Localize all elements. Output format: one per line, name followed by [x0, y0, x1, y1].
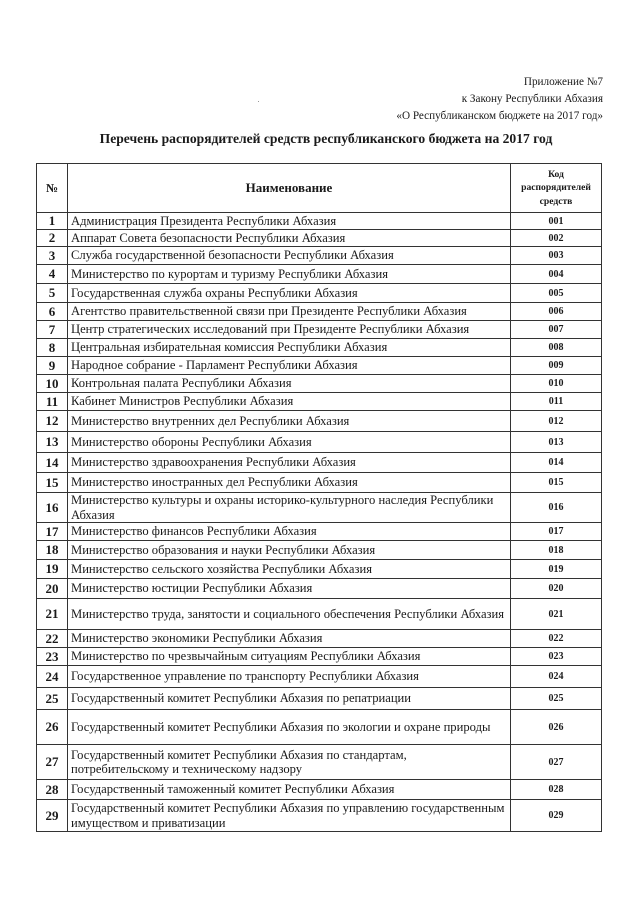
row-code: 003 — [511, 247, 602, 265]
row-name: Кабинет Министров Республики Абхазия — [68, 393, 511, 411]
row-code: 026 — [511, 710, 602, 745]
row-code: 004 — [511, 265, 602, 284]
row-number: 3 — [37, 247, 68, 265]
table-row — [37, 541, 602, 560]
table-row — [37, 560, 602, 579]
table-row — [37, 453, 602, 473]
row-code: 029 — [511, 800, 602, 832]
row-name: Государственный комитет Республики Абхазия по репатриации — [68, 688, 511, 710]
row-name: Министерство внутренних дел Республики Абхазия — [68, 411, 511, 432]
row-code: 028 — [511, 780, 602, 800]
table-row — [37, 599, 602, 630]
header-code-line: средств — [539, 195, 573, 207]
row-name: Министерство юстиции Республики Абхазия — [68, 579, 511, 599]
row-code: 024 — [511, 666, 602, 688]
table-row — [37, 745, 602, 780]
row-code: 008 — [511, 339, 602, 357]
row-number: 20 — [37, 579, 68, 599]
row-code: 025 — [511, 688, 602, 710]
row-code: 027 — [511, 745, 602, 780]
row-code: 002 — [511, 230, 602, 247]
row-number: 16 — [37, 493, 68, 523]
row-code: 014 — [511, 453, 602, 473]
row-number: 29 — [37, 800, 68, 832]
header-code-line: Код — [548, 168, 564, 180]
header-code — [511, 164, 602, 213]
row-number: 9 — [37, 357, 68, 375]
row-name: Государственный таможенный комитет Республики Абхазия — [68, 780, 511, 800]
row-number: 17 — [37, 523, 68, 541]
row-name: Министерство культуры и охраны историко-культурного наследия Республики Абхазия — [68, 493, 511, 523]
row-name: Министерство образования и науки Республики Абхазия — [68, 541, 511, 560]
row-number: 28 — [37, 780, 68, 800]
row-number: 7 — [37, 321, 68, 339]
table-row — [37, 579, 602, 599]
row-code: 011 — [511, 393, 602, 411]
row-number: 1 — [37, 213, 68, 230]
row-number: 14 — [37, 453, 68, 473]
table-row — [37, 800, 602, 832]
table-row — [37, 357, 602, 375]
row-number: 15 — [37, 473, 68, 493]
row-name: Служба государственной безопасности Республики Абхазия — [68, 247, 511, 265]
table-row — [37, 411, 602, 432]
scan-speck — [258, 101, 259, 102]
table-row — [37, 339, 602, 357]
table-row — [37, 213, 602, 230]
appendix-law-reference: к Закону Республики Абхазия — [461, 93, 603, 105]
row-number: 2 — [37, 230, 68, 247]
row-code: 015 — [511, 473, 602, 493]
row-number: 12 — [37, 411, 68, 432]
row-name: Государственный комитет Республики Абхазия по экологии и охране природы — [68, 710, 511, 745]
row-number: 25 — [37, 688, 68, 710]
row-number: 23 — [37, 648, 68, 666]
table-header-row — [37, 164, 602, 213]
table-row — [37, 247, 602, 265]
row-code: 016 — [511, 493, 602, 523]
row-name: Аппарат Совета безопасности Республики Абхазия — [68, 230, 511, 247]
row-name: Государственное управление по транспорту Республики Абхазия — [68, 666, 511, 688]
row-code: 001 — [511, 213, 602, 230]
row-code: 009 — [511, 357, 602, 375]
table-row — [37, 393, 602, 411]
row-number: 6 — [37, 303, 68, 321]
table-row — [37, 284, 602, 303]
row-code: 019 — [511, 560, 602, 579]
table-row — [37, 630, 602, 648]
table-row — [37, 265, 602, 284]
row-name: Министерство иностранных дел Республики Абхазия — [68, 473, 511, 493]
row-code: 013 — [511, 432, 602, 453]
appendix-number: Приложение №7 — [523, 76, 603, 88]
row-number: 8 — [37, 339, 68, 357]
row-code: 018 — [511, 541, 602, 560]
row-code: 005 — [511, 284, 602, 303]
row-code: 006 — [511, 303, 602, 321]
row-number: 11 — [37, 393, 68, 411]
row-number: 13 — [37, 432, 68, 453]
table-row — [37, 303, 602, 321]
header-name: Наименование — [68, 164, 511, 213]
budget-managers-table — [36, 163, 602, 832]
table-row — [37, 432, 602, 453]
row-code: 023 — [511, 648, 602, 666]
row-code: 007 — [511, 321, 602, 339]
row-name: Министерство здравоохранения Республики Абхазия — [68, 453, 511, 473]
table-row — [37, 473, 602, 493]
table-row — [37, 230, 602, 247]
row-name: Министерство финансов Республики Абхазия — [68, 523, 511, 541]
row-number: 10 — [37, 375, 68, 393]
row-name: Администрация Президента Республики Абхазия — [68, 213, 511, 230]
row-code: 021 — [511, 599, 602, 630]
row-name: Министерство обороны Республики Абхазия — [68, 432, 511, 453]
row-number: 24 — [37, 666, 68, 688]
table-row — [37, 710, 602, 745]
row-name: Агентство правительственной связи при Президенте Республики Абхазия — [68, 303, 511, 321]
row-code: 022 — [511, 630, 602, 648]
table-row — [37, 666, 602, 688]
row-name: Министерство по курортам и туризму Республики Абхазия — [68, 265, 511, 284]
header-number: № — [37, 164, 68, 213]
row-number: 19 — [37, 560, 68, 579]
row-number: 4 — [37, 265, 68, 284]
appendix-law-title: «О Республиканском бюджете на 2017 год» — [396, 110, 603, 122]
table-row — [37, 780, 602, 800]
table-row — [37, 648, 602, 666]
row-name: Контрольная палата Республики Абхазия — [68, 375, 511, 393]
row-name: Государственная служба охраны Республики Абхазия — [68, 284, 511, 303]
table-row — [37, 321, 602, 339]
row-number: 21 — [37, 599, 68, 630]
row-name: Государственный комитет Республики Абхазия по стандартам, потребительскому и техническому надзору — [68, 745, 511, 780]
row-name: Министерство сельского хозяйства Республики Абхазия — [68, 560, 511, 579]
row-name: Министерство труда, занятости и социального обеспечения Республики Абхазия — [68, 599, 511, 630]
row-number: 22 — [37, 630, 68, 648]
table-row — [37, 688, 602, 710]
table-row — [37, 375, 602, 393]
appendix-note — [396, 74, 603, 125]
page-title: Перечень распорядителей средств республиканского бюджета на 2017 год — [99, 131, 553, 146]
table-row — [37, 523, 602, 541]
row-number: 5 — [37, 284, 68, 303]
row-number: 27 — [37, 745, 68, 780]
row-name: Центральная избирательная комиссия Республики Абхазия — [68, 339, 511, 357]
row-name: Министерство по чрезвычайным ситуациям Республики Абхазия — [68, 648, 511, 666]
header-code-line: распорядителей — [521, 182, 591, 194]
row-name: Министерство экономики Республики Абхазия — [68, 630, 511, 648]
row-name: Народное собрание - Парламент Республики Абхазия — [68, 357, 511, 375]
row-name: Государственный комитет Республики Абхазия по управлению государственным имуществом и приватизации — [68, 800, 511, 832]
row-code: 012 — [511, 411, 602, 432]
table-row — [37, 493, 602, 523]
row-code: 010 — [511, 375, 602, 393]
row-code: 017 — [511, 523, 602, 541]
row-number: 26 — [37, 710, 68, 745]
row-name: Центр стратегических исследований при Президенте Республики Абхазия — [68, 321, 511, 339]
row-number: 18 — [37, 541, 68, 560]
row-code: 020 — [511, 579, 602, 599]
